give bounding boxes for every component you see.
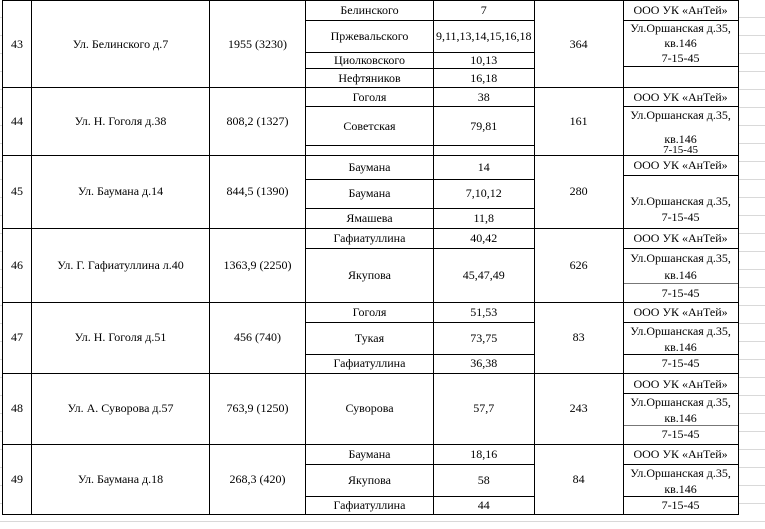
count-cell: 364 xyxy=(534,1,623,88)
houses-cell: 73,75 xyxy=(434,322,535,354)
address-cell: Ул. Н. Гоголя д.51 xyxy=(32,302,210,373)
org-name: ООО УК «АнТей» xyxy=(623,302,738,322)
org-phone: 7-15-45 xyxy=(624,283,738,302)
count-cell: 280 xyxy=(534,155,623,228)
org-apartment: кв.146 xyxy=(664,339,697,354)
address-cell: Ул. Баумана д.18 xyxy=(32,444,210,514)
org-name: ООО УК «АнТей» xyxy=(624,375,738,394)
org-apartment: кв.146 xyxy=(664,410,697,425)
org-apartment: кв.146 xyxy=(664,267,697,282)
houses-cell: 18,16 xyxy=(434,444,535,464)
street-cell xyxy=(306,146,434,156)
area-cell: 808,2 (1327) xyxy=(210,88,306,156)
area-cell: 268,3 (420) xyxy=(210,444,306,514)
org-phone: 7-15-45 xyxy=(623,51,738,67)
houses-cell: 7 xyxy=(434,1,535,21)
area-cell: 763,9 (1250) xyxy=(210,373,306,444)
table-row xyxy=(3,228,739,248)
row-number: 46 xyxy=(3,228,32,302)
address-cell: Ул. Баумана д.14 xyxy=(32,155,210,228)
street-cell: Гоголя xyxy=(306,88,434,107)
row-number: 43 xyxy=(3,1,32,88)
area-cell: 1363,9 (2250) xyxy=(210,228,306,302)
street-cell: Суворова xyxy=(306,373,434,444)
org-apartment: кв.146 xyxy=(664,481,697,496)
houses-cell: 45,47,49 xyxy=(434,248,535,302)
houses-cell: 40,42 xyxy=(434,228,535,248)
org-address: Ул.Оршанская д.35, xyxy=(623,175,738,208)
org-address: Ул.Оршанская д.35, xyxy=(623,107,738,133)
org-apartment: кв.146 xyxy=(623,37,738,51)
org-details xyxy=(623,322,738,354)
table-row xyxy=(3,88,739,107)
count-cell: 84 xyxy=(534,444,623,514)
houses-cell: 36,38 xyxy=(434,354,535,373)
org-name: ООО УК «АнТей» xyxy=(623,228,738,248)
row-number: 47 xyxy=(3,302,32,373)
org-apartment: кв.146 xyxy=(623,133,738,146)
org-name: ООО УК «АнТей» xyxy=(623,88,738,107)
area-cell: 456 (740) xyxy=(210,302,306,373)
table-row xyxy=(3,302,739,322)
houses-cell: 57,7 xyxy=(434,373,535,444)
houses-cell: 7,10,12 xyxy=(434,179,535,208)
area-cell: 844,5 (1390) xyxy=(210,155,306,228)
org-phone: 7-15-45 xyxy=(623,496,738,514)
street-cell: Якупова xyxy=(306,248,434,302)
count-cell: 83 xyxy=(534,302,623,373)
count-cell: 243 xyxy=(534,373,623,444)
row-number: 44 xyxy=(3,88,32,156)
org-address: Ул.Оршанская д.35, xyxy=(623,21,738,37)
count-cell: 626 xyxy=(534,228,623,302)
org-empty xyxy=(623,67,738,88)
table-row xyxy=(3,373,739,444)
street-cell: Тукая xyxy=(306,322,434,354)
org-address: Ул.Оршанская д.35, xyxy=(630,250,731,265)
houses-cell: 16,18 xyxy=(434,69,535,88)
row-number: 49 xyxy=(3,444,32,514)
org-details xyxy=(623,373,738,444)
street-cell: Ямашева xyxy=(306,208,434,228)
area-cell: 1955 (3230) xyxy=(210,1,306,88)
street-cell: Пржевальского xyxy=(306,21,434,53)
houses-cell: 58 xyxy=(434,464,535,496)
table-row xyxy=(3,155,739,175)
street-cell: Нефтяников xyxy=(306,69,434,88)
street-cell: Якупова xyxy=(306,464,434,496)
org-name: ООО УК «АнТей» xyxy=(623,1,738,21)
street-cell: Гафиатуллина xyxy=(306,228,434,248)
table-row xyxy=(3,444,739,464)
org-address: Ул.Оршанская д.35, xyxy=(630,394,731,409)
street-cell: Баумана xyxy=(306,444,434,464)
address-cell: Ул. А. Суворова д.57 xyxy=(32,373,210,444)
houses-cell xyxy=(434,146,535,156)
houses-cell: 79,81 xyxy=(434,107,535,146)
org-name: ООО УК «АнТей» xyxy=(623,444,738,464)
org-phone: 7-15-45 xyxy=(661,210,700,225)
houses-cell: 44 xyxy=(434,496,535,514)
row-number: 45 xyxy=(3,155,32,228)
org-address: Ул.Оршанская д.35, xyxy=(630,465,731,480)
street-cell: Гафиатуллина xyxy=(306,496,434,514)
houses-cell: 11,8 xyxy=(434,208,535,228)
address-cell: Ул. Белинского д.7 xyxy=(32,1,210,88)
table-row xyxy=(3,1,739,20)
street-cell: Циолковского xyxy=(306,53,434,69)
houses-cell: 51,53 xyxy=(434,302,535,322)
org-apartment-phone xyxy=(623,208,738,228)
row-number: 48 xyxy=(3,373,32,444)
houses-cell: 14 xyxy=(434,155,535,179)
street-cell: Баумана xyxy=(306,179,434,208)
org-details xyxy=(623,248,738,302)
address-cell: Ул. Г. Гафиатуллина л.40 xyxy=(32,228,210,302)
org-phone: 7-15-45 xyxy=(624,425,738,443)
street-cell: Гафиатуллина xyxy=(306,354,434,373)
management-table xyxy=(2,0,739,515)
houses-cell: 38 xyxy=(434,88,535,107)
street-cell: Гоголя xyxy=(306,302,434,322)
org-details xyxy=(623,464,738,496)
org-phone: 7-15-45 xyxy=(623,146,738,156)
org-address: Ул.Оршанская д.35, xyxy=(630,323,731,338)
count-cell: 161 xyxy=(534,88,623,156)
street-cell: Белинского xyxy=(306,1,434,21)
org-phone: 7-15-45 xyxy=(623,354,738,373)
street-cell: Баумана xyxy=(306,155,434,179)
street-cell: Советская xyxy=(306,107,434,146)
houses-cell: 10,13 xyxy=(434,53,535,69)
org-name: ООО УК «АнТей» xyxy=(623,155,738,175)
houses-cell: 9,11,13,14,15,16,18 xyxy=(434,21,535,53)
address-cell: Ул. Н. Гоголя д.38 xyxy=(32,88,210,156)
